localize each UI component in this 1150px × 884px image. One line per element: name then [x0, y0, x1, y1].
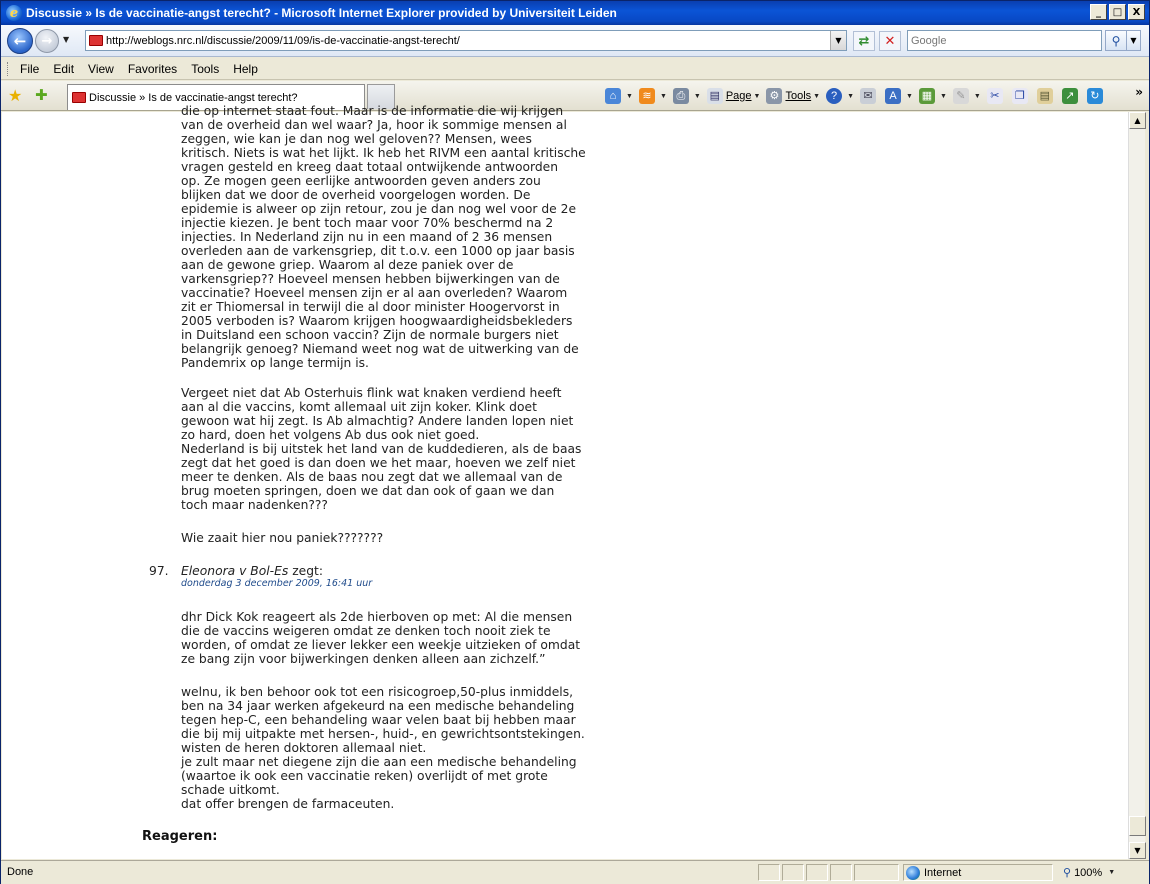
home-icon: ⌂ — [605, 88, 621, 104]
menu-view[interactable]: View — [88, 61, 114, 76]
tab-label: Discussie » Is de vaccinatie-angst terecht? — [89, 91, 298, 104]
forward-button[interactable]: → — [35, 29, 59, 53]
edit-dropdown-icon[interactable]: ▼ — [973, 92, 981, 100]
zoom-level: 100% — [1074, 866, 1103, 879]
address-toolbar — [1, 25, 1149, 57]
comment-97-body — [181, 610, 601, 666]
maximize-button[interactable]: □ — [1109, 4, 1126, 20]
vertical-scrollbar[interactable] — [1128, 112, 1145, 859]
tab-favicon-icon — [72, 92, 86, 103]
scroll-down-button[interactable]: ▼ — [1129, 842, 1146, 859]
more-commands-icon[interactable]: » — [1135, 85, 1143, 99]
stop-button[interactable]: ✕ — [879, 31, 901, 51]
comment-96-paragraph-1: die op internet staat fout. Maar is de informatie die wij krijgen van de overheid dan wel waar? Ja, hoor ik sommige mensen al zeggen, wie kan je dan nog wel geloven?? Mensen, wees kritisch. Niets is wat het lijkt. Ik heb het RIVM een aantal kritische vragen gesteld en kreeg daat totaal ontwijkende antwoorden op. Ze mogen geen eerlijke antwoorden geven anders zou blijken dat we door de overheid voorgelogen worden. De epidemie is alweer op zijn retour, zou je dan nog wel voor de 2e injectie kiezen. Je bent toch maar voor 70% beschermd na 2 injecties. In Nederland zijn nu in een maand of 2 36 mensen overleden aan de varkensgriep, dit t.o.v. een 1000 op jaar basis aan de gewone griep. Waarom al deze paniek over de varkensgriep?? Hoeveel mensen hebben bijwerkingen van de vaccinatie? Hoeveel mensen zijn er al aan overleden? Waarom zit er Thiomersal in terwijl die al door minister Hoogervorst in 2005 verboden is? Waarom krijgen hoogwaardigheidsbekleders in Duitsland een schoon vaccin? Zijn de normale burgers niet belangrijk genoeg? Niemand weet nog wat de uitwerking van de Pandemrix op lange termijn is. — [181, 104, 586, 370]
gear-icon: ⚙ — [766, 88, 782, 104]
scroll-up-button[interactable]: ▲ — [1129, 112, 1146, 129]
menu-favorites[interactable]: Favorites — [127, 61, 178, 76]
page-menu-label: Page — [725, 90, 752, 102]
feeds-dropdown-icon[interactable]: ▼ — [659, 92, 667, 100]
comment-97-body-2 — [181, 685, 601, 811]
page-content — [2, 104, 1128, 859]
mail-icon: ✉ — [860, 88, 876, 104]
search-input[interactable]: Google — [907, 30, 1102, 51]
page-icon: ▤ — [707, 88, 723, 104]
address-bar[interactable] — [85, 30, 847, 51]
status-cell — [782, 864, 804, 881]
status-cell — [758, 864, 780, 881]
zone-label: Internet — [924, 866, 962, 879]
search-options-icon[interactable]: ▼ — [1127, 30, 1141, 51]
translate-button[interactable] — [885, 88, 913, 104]
pencil-icon: ✎ — [953, 88, 969, 104]
status-bar — [1, 860, 1149, 884]
edit-button[interactable] — [953, 88, 981, 104]
print-dropdown-icon[interactable]: ▼ — [693, 92, 701, 100]
comment-author-line — [181, 564, 323, 578]
status-cell — [806, 864, 828, 881]
tools-menu-label: Tools — [785, 90, 812, 102]
favorites-center-icon[interactable]: ★ — [8, 86, 23, 105]
research-button[interactable] — [919, 88, 947, 104]
scissors-icon: ✂ — [987, 88, 1003, 104]
print-button[interactable] — [673, 88, 701, 104]
cut-button[interactable] — [987, 88, 1006, 104]
title-bar — [1, 1, 1149, 25]
close-button[interactable]: X — [1128, 4, 1145, 20]
mail-button[interactable] — [860, 88, 879, 104]
menu-tools[interactable]: Tools — [191, 61, 220, 76]
comment-says: zegt: — [288, 564, 323, 578]
zoom-icon: ⚲ — [1063, 867, 1072, 879]
help-button[interactable] — [826, 88, 854, 104]
comment-96-paragraph-3: Wie zaait hier nou paniek??????? — [181, 531, 384, 545]
status-text: Done — [7, 866, 34, 878]
add-favorite-icon[interactable]: ✚ — [35, 86, 48, 104]
copy-icon: ❐ — [1012, 88, 1028, 104]
tools-menu-button[interactable] — [766, 88, 820, 104]
page-menu-button[interactable] — [707, 88, 761, 104]
status-cell — [830, 864, 852, 881]
comment-date[interactable]: donderdag 3 december 2009, 16:41 uur — [181, 578, 373, 589]
menu-help[interactable]: Help — [233, 61, 258, 76]
toolbar-grip — [7, 62, 10, 76]
translate-icon: A — [885, 88, 901, 104]
menu-edit[interactable]: Edit — [53, 61, 75, 76]
reply-heading: Reageren: — [142, 829, 218, 844]
command-bar — [605, 85, 1112, 107]
comment-96-body — [181, 104, 601, 370]
feeds-button[interactable] — [639, 88, 667, 104]
sync-button[interactable] — [1087, 88, 1106, 104]
research-dropdown-icon[interactable]: ▼ — [939, 92, 947, 100]
paste-button[interactable] — [1037, 88, 1056, 104]
clipboard-icon: ▤ — [1037, 88, 1053, 104]
comment-96-body-2 — [181, 386, 601, 512]
globe-icon — [906, 866, 920, 880]
address-url[interactable]: http://weblogs.nrc.nl/discussie/2009/11/09/is-de-vaccinatie-angst-terecht/ — [106, 34, 460, 47]
status-cell — [854, 864, 899, 881]
window-controls — [1090, 4, 1145, 20]
sync-icon: ↻ — [1087, 88, 1103, 104]
printer-icon: ⎙ — [673, 88, 689, 104]
menu-file[interactable]: File — [20, 61, 40, 76]
translate-dropdown-icon[interactable]: ▼ — [906, 92, 913, 100]
research-icon: ▦ — [919, 88, 935, 104]
comment-number: 97. — [149, 564, 169, 578]
menu-bar — [1, 58, 1149, 80]
history-dropdown-icon[interactable]: ▼ — [63, 35, 70, 44]
scroll-thumb[interactable] — [1129, 816, 1146, 836]
address-dropdown-icon[interactable]: ▼ — [830, 31, 846, 50]
site-favicon-icon — [89, 35, 103, 46]
home-button[interactable] — [605, 88, 633, 104]
copy-button[interactable] — [1012, 88, 1031, 104]
refresh-button[interactable]: ⇄ — [853, 31, 875, 51]
export-icon: ↗ — [1062, 88, 1078, 104]
sendto-button[interactable] — [1062, 88, 1081, 104]
security-zone[interactable] — [903, 864, 1053, 881]
home-dropdown-icon[interactable]: ▼ — [626, 92, 633, 100]
help-icon: ? — [826, 88, 842, 104]
zoom-control[interactable] — [1059, 864, 1131, 881]
minimize-button[interactable]: _ — [1090, 4, 1107, 20]
window-title: Discussie » Is de vaccinatie-angst terecht? - Microsoft Internet Explorer provided by Universiteit Leiden — [26, 6, 617, 20]
tools-dropdown-icon: ▼ — [813, 92, 821, 100]
search-button[interactable]: ⚲ — [1105, 30, 1127, 51]
help-dropdown-icon[interactable]: ▼ — [847, 92, 855, 100]
comment-author[interactable]: Eleonora v Bol-Es — [181, 564, 289, 578]
page-dropdown-icon: ▼ — [753, 92, 761, 100]
back-button[interactable]: ← — [7, 28, 33, 54]
comment-97-paragraph-2: welnu, ik ben behoor ook tot een risicogroep,50-plus inmiddels, ben na 34 jaar werken afgekeurd na een medische behandeling tegen hep-C, een behandeling waar velen baat bij hebben maar die bij mij uitpakte met hersen-, huid-, en gewrichtsontstekingen. wisten de heren doktoren allemaal niet. je zult maar net diegene zijn die aan een medische behandeling (waartoe ik ook een vaccinatie reken) overlijdt of met grote schade uitkomt. dat offer brengen de farmaceuten. — [181, 685, 585, 811]
ie-logo-icon: e — [6, 5, 22, 21]
comment-96-body-3 — [181, 531, 601, 545]
comment-97-paragraph-1: dhr Dick Kok reageert als 2de hierboven op met: Al die mensen die de vaccins weigeren omdat ze denken toch nooit ziek te worden, of omdat ze liever lekker een weekje uitzieken of omdat ze bang zijn voor bijwerkingen denken alleen aan zichzelf.” — [181, 610, 581, 666]
rss-icon: ≋ — [639, 88, 655, 104]
zoom-dropdown-icon[interactable]: ▼ — [1108, 869, 1116, 876]
comment-96-paragraph-2: Vergeet niet dat Ab Osterhuis flink wat knaken verdiend heeft aan al die vaccins, komt allemaal uit zijn koker. Klink doet gewoon wat hij zegt. Is Ab almachtig? Andere landen lopen niet zo hard, doen het volgens Ab dus ook niet goed. Nederland is bij uitstek het land van de kuddedieren, als de baas zegt dat het goed is dan doen we het maar, hoeven we zelf niet meer te denken. Als de baas nou zegt dat we allemaal van de brug moeten springen, doen we dat dan ook of gaan we dan toch maar nadenken??? — [181, 386, 582, 512]
